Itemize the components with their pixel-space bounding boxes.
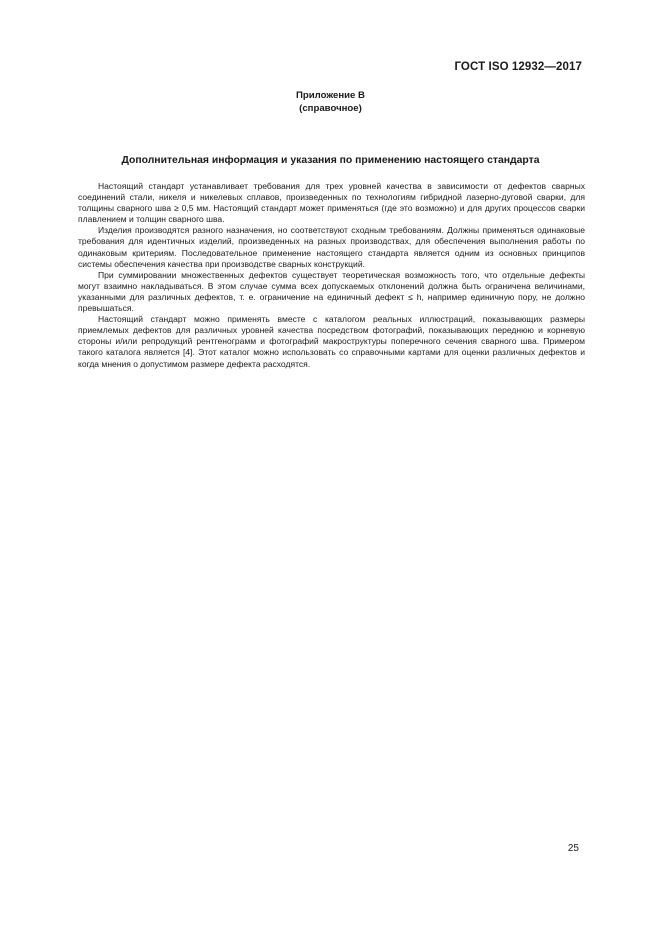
annex-heading [0,89,661,115]
document-code: ГОСТ ISO 12932—2017 [454,61,582,73]
paragraph: Изделия производятся разного назначения, но соответствуют сходным требованиям. Должны применяться одинаковые требования для идентичных изделий, произведенных на разных производствах, для обеспечения выполнения работы по одинаковым критериям. Последовательное применение настоящего стандарта является одним из основных принципов системы обеспечения качества при производстве сварных конструкций. [78,225,585,269]
body-text [78,181,585,370]
paragraph: Настоящий стандарт можно применять вместе с каталогом реальных иллюстраций, показывающих размеры приемлемых дефектов для различных уровней качества посредством фотографий, показывающих переднюю и корневую стороны и/или репродукций рентгенограмм и фотографий макроструктуры поперечного сечения сварного шва. Примером такого каталога является [4]. Этот каталог можно использовать со справочными картами для оценки различных дефектов и когда мнения о допустимом размере дефекта расходятся. [78,314,585,369]
paragraph: Настоящий стандарт устанавливает требования для трех уровней качества в зависимости от дефектов сварных соединений стали, никеля и никелевых сплавов, произведенных по технологиям гибридной лазерно-дуговой сварки, для толщины сварного шва ≥ 0,5 мм. Настоящий стандарт может применяться (где это возможно) и для других процессов сварки плавлением и толщин сварного шва. [78,181,585,225]
section-title: Дополнительная информация и указания по применению настоящего стандарта [121,155,540,166]
annex-subtitle: (справочное) [299,103,362,114]
paragraph: При суммировании множественных дефектов существует теоретическая возможность того, что отдельные дефекты могут взаимно накладываться. В этом случае сумма всех допускаемых отклонений должна быть ограничена величинами, указанными для различных дефектов, т. е. ограничение на единичный дефект ≤ h, например единичную пору, не должно превышаться. [78,269,585,314]
annex-title: Приложение В [296,90,365,101]
page-number: 25 [567,843,579,854]
